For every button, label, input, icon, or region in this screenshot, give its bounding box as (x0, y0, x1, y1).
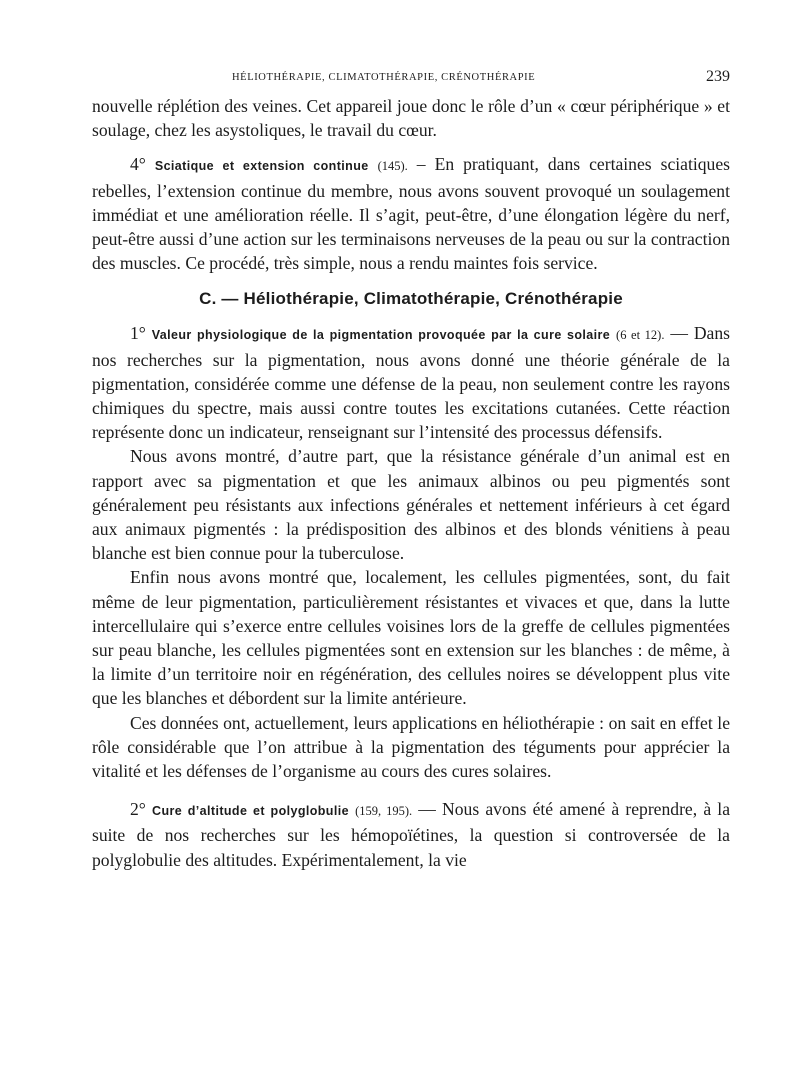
section-1-paragraph (92, 321, 730, 444)
section-2-refs: (159, 195). (355, 804, 413, 819)
section-4-refs: (145). (377, 159, 408, 174)
section-1-title: Valeur physiologique de la pigmentation provoquée par la cure solaire (151, 328, 611, 343)
section-2-text: — Nous avons été amené à reprendre, à la suite de nos recherches sur les hémopoïétines, la question si controversée de la polyglobulie des altitudes. Expérimentalement, la vie (92, 799, 730, 870)
section-4-number: 4° (130, 154, 146, 175)
section-1-refs: (6 et 12). (616, 328, 665, 343)
section-4-title: Sciatique et extension continue (154, 159, 369, 174)
running-title: HÉLIOTHÉRAPIE, CLIMATOTHÉRAPIE, CRÉNOTHÉRAPIE (232, 72, 536, 83)
section-1-text: — Dans nos recherches sur la pigmentation, nous avons donné une théorie générale de la pigmentation, considérée comme une défense de la peau, non seulement contre les rayons chimiques du spectre, mais aussi contre toutes les excitations cutanées. Cette réaction représente donc un indicateur, renseignant sur l’intensité des processus défensifs. (92, 323, 730, 443)
section-4-text: – En pratiquant, dans certaines sciatiques rebelles, l’extension continue du membre, nous avons souvent provoqué un soulagement immédiat et une amélioration réelle. Il s’agit, peut-être, d’une élongation légère du nerf, peut-être aussi d’une action sur les terminaisons nerveuses de la peau ou sur la contraction des muscles. Ce procédé, très simple, nous a rendu maintes fois service. (92, 154, 730, 274)
section-1-number: 1° (130, 323, 146, 344)
running-header (92, 64, 730, 94)
paragraph-applications: Ces données ont, actuellement, leurs applications en héliothérapie : on sait en effet le rôle considérable que l’on attribue à la pigmentation des téguments pour apprécier la vitalité et les défenses de l’organisme au cours des cures solaires. (92, 712, 730, 782)
section-2-number: 2° (130, 799, 146, 820)
section-2-paragraph (92, 797, 730, 872)
document-page (92, 64, 730, 872)
section-heading: C. — Héliothérapie, Climatothérapie, Crénothérapie (199, 289, 623, 309)
intro-paragraph: nouvelle réplétion des veines. Cet appareil joue donc le rôle d’un « cœur périphérique » et soulage, chez les asystoliques, le travail du cœur. (92, 96, 730, 141)
section-4-paragraph (92, 152, 730, 275)
paragraph-local-cells: Enfin nous avons montré que, localement, les cellules pigmentées, sont, du fait même de leur pigmentation, particulièrement résistantes et vivaces et que, dans la lutte intercellulaire qui s’exerce entre cellules voisines lors de la greffe de cellules pigmentées sur peau blanche, les cellules pigmentées sont en extension sur les blanches : de même, à la limite d’un territoire noir en régénération, des cellules noires se développent plus vite que les blanches et débordent sur la limite antérieure. (92, 567, 730, 709)
section-2-title: Cure d’altitude et polyglobulie (152, 804, 349, 819)
paragraph-resistance: Nous avons montré, d’autre part, que la résistance générale d’un animal est en rapport avec sa pigmentation et que les animaux albinos ou peu pigmentés sont généralement peu résistants aux infections générales et nettement inférieurs à cet égard aux animaux pigmentés : la prédisposition des albinos et des blonds vénitiens à peau blanche est bien connue pour la tuberculose. (92, 446, 730, 564)
page-number: 239 (706, 68, 730, 85)
